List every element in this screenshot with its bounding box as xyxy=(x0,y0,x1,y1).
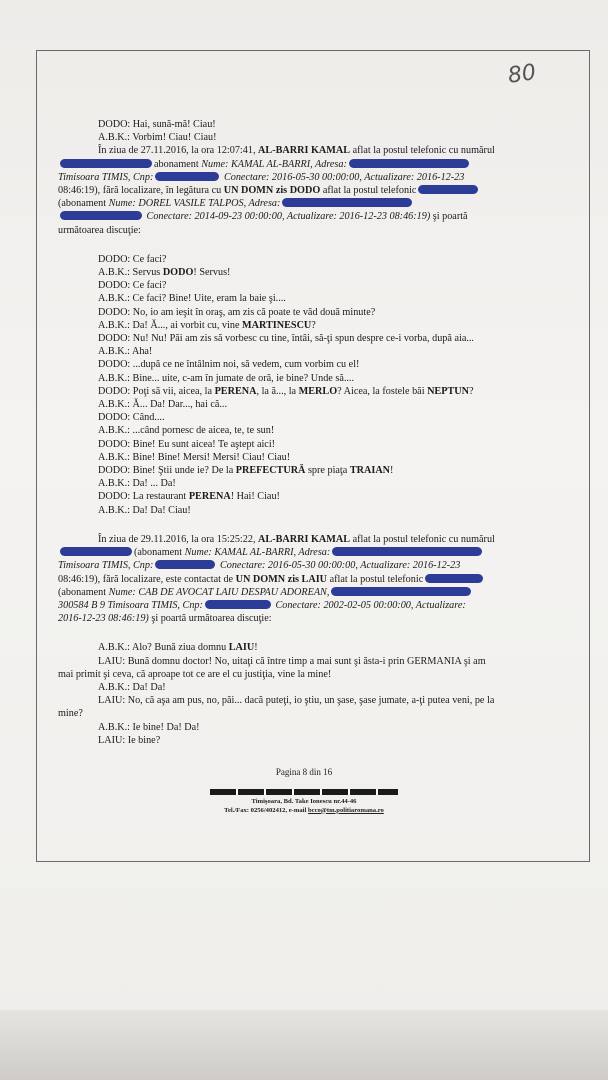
call2-header-line: (abonament Nume: KAMAL AL-BARRI, Adresa: xyxy=(58,546,560,559)
footer-contact-line: Tel./Fax: 0256/402412, e-mail bcco@tm.politiaromana.ro xyxy=(224,806,384,814)
redaction-mark xyxy=(155,172,219,181)
call2-header-line: 08:46:19), fără localizare, este contactat de UN DOMN zis LAIU aflat la postul telefonic xyxy=(58,573,560,586)
call2-header-line: Timisoara TIMIS, Cnp: Conectare: 2016-05-30 00:00:00, Actualizare: 2016-12-23 xyxy=(58,560,461,572)
dialogue-line: A.B.K.: Ie bine! Da! Da! xyxy=(98,721,200,733)
call1-header-line: (abonament Nume: DOREL VASILE TALPOS, Adresa: xyxy=(58,197,560,210)
call1-header-line: abonament Nume: KAMAL AL-BARRI, Adresa: xyxy=(58,158,560,171)
redaction-mark xyxy=(60,159,152,168)
page-number: Pagina 8 din 16 xyxy=(275,767,333,777)
dialogue-line: DODO: Bine! Eu sunt aicea! Te aştept aici! xyxy=(98,438,276,450)
call1-header-line: În ziua de 27.11.2016, la ora 12:07:41, AL-BARRI KAMAL aflat la postul telefonic cu numărul xyxy=(98,145,495,157)
dialogue-line: A.B.K.: Bine... uite, c-am în jumate de oră, ie bine? Unde să.... xyxy=(98,372,355,384)
dialogue-line: A.B.K.: Ă... Da! Dar..., hai că... xyxy=(98,399,228,411)
dialogue-line: A.B.K.: Aha! xyxy=(98,346,153,358)
transcript-body xyxy=(58,118,560,747)
redaction-mark xyxy=(331,587,471,596)
dialogue-line: A.B.K.: Da! Da! Ciau! xyxy=(98,504,191,516)
call2-header-line: (abonament Nume: CAB DE AVOCAT LAIU DESPAU ADOREAN, xyxy=(58,586,560,599)
redaction-mark xyxy=(349,159,469,168)
dialogue-line: DODO: ...după ce ne întâlnim noi, să vedem, cum vorbim cu el! xyxy=(98,359,360,371)
handwritten-page-mark: 80 xyxy=(506,60,538,89)
redaction-mark xyxy=(425,574,483,583)
call2-header-line: 2016-12-23 08:46:19) şi poartă următoarea discuţie: xyxy=(58,613,272,625)
page-shadow xyxy=(0,1010,608,1080)
dialogue-line: LAIU: Bună domnu doctor! No, uitaţi că între timp a mai sunt şi ăsta-i prin GERMANIA şi am xyxy=(98,655,486,667)
redaction-mark xyxy=(60,547,132,556)
dialogue-line: mai primit şi ceva, că aproape tot ce are el cu justiţia, vine la mine! xyxy=(58,668,332,680)
dialogue-line: DODO: Ce faci? xyxy=(98,253,167,265)
footer-rule xyxy=(210,789,398,795)
dialogue-line: A.B.K.: Alo? Bună ziua domnu LAIU! xyxy=(98,642,258,654)
dialogue-line: DODO: Nu! Nu! Păi am zis să vorbesc cu tine, întâi, să-ţi spun despre ce-i vorba, după aia... xyxy=(98,333,474,345)
dialogue-line: A.B.K.: Da! Ă..., ai vorbit cu, vine MARTINESCU? xyxy=(98,319,316,331)
redaction-mark xyxy=(282,198,412,207)
dialogue-line: LAIU: No, că aşa am pus, no, păi... dacă puteţi, io ştiu, un şase, şase jumate, a-ţi putea veni, pe la xyxy=(98,695,495,707)
dialogue-line: DODO: Poţi să vii, aicea, la PERENA, la ă..., la MERLO? Aicea, la fostele băi NEPTUN? xyxy=(98,385,474,397)
footer-address xyxy=(0,798,608,815)
redaction-mark xyxy=(418,185,478,194)
call1-header-line: Conectare: 2014-09-23 00:00:00, Actualizare: 2016-12-23 08:46:19) şi poartă xyxy=(58,210,560,223)
intro-line: A.B.K.: Vorbim! Ciau! Ciau! xyxy=(98,132,217,144)
intro-line: DODO: Hai, sună-mă! Ciau! xyxy=(98,119,216,130)
call1-header-line: următoarea discuţie: xyxy=(58,224,141,236)
footer-address-line: Timişoara, Bd. Take Ionescu nr.44-46 xyxy=(251,798,357,805)
redaction-mark xyxy=(205,600,271,609)
dialogue-line: LAIU: Ie bine? xyxy=(98,734,161,746)
dialogue-line: DODO: Bine! Ştii unde ie? De la PREFECTURĂ spre piaţa TRAIAN! xyxy=(98,465,394,477)
dialogue-line: A.B.K.: Bine! Bine! Mersi! Mersi! Ciau! Ciau! xyxy=(98,451,291,463)
call1-header-line: 08:46:19), fără localizare, în legătura cu UN DOMN zis DODO aflat la postul telefonic xyxy=(58,184,560,197)
dialogue-line: mine? xyxy=(58,708,83,720)
dialogue-line: A.B.K.: Servus DODO! Servus! xyxy=(98,267,231,279)
call1-header-line: Timisoara TIMIS, Cnp: Conectare: 2016-05-30 00:00:00, Actualizare: 2016-12-23 xyxy=(58,171,465,183)
redaction-mark xyxy=(155,560,215,569)
dialogue-line: DODO: Când.... xyxy=(98,412,165,424)
dialogue-line: DODO: La restaurant PERENA! Hai! Ciau! xyxy=(98,491,280,503)
footer-email: bcco@tm.politiaromana.ro xyxy=(307,806,384,814)
call1-dialogue xyxy=(98,253,560,517)
dialogue-line: DODO: No, io am ieşit în oraş, am zis că poate te văd două minute? xyxy=(98,306,376,318)
call2-header-line: În ziua de 29.11.2016, la ora 15:25:22, AL-BARRI KAMAL aflat la postul telefonic cu numărul xyxy=(98,533,495,545)
redaction-mark xyxy=(332,547,482,556)
dialogue-line: A.B.K.: Da! Da! xyxy=(98,681,166,693)
dialogue-line: A.B.K.: Ce faci? Bine! Uite, eram la baie şi.... xyxy=(98,293,286,305)
call2-dialogue xyxy=(58,641,560,747)
dialogue-line: A.B.K.: Da! ... Da! xyxy=(98,478,176,490)
call2-header-line: 300584 B 9 Timisoara TIMIS, Cnp: Conectare: 2002-02-05 00:00:00, Actualizare: xyxy=(58,599,466,611)
dialogue-line: DODO: Ce faci? xyxy=(98,280,167,292)
redaction-mark xyxy=(60,211,142,220)
dialogue-line: A.B.K.: ...când pornesc de aicea, te, te sun! xyxy=(98,425,275,437)
